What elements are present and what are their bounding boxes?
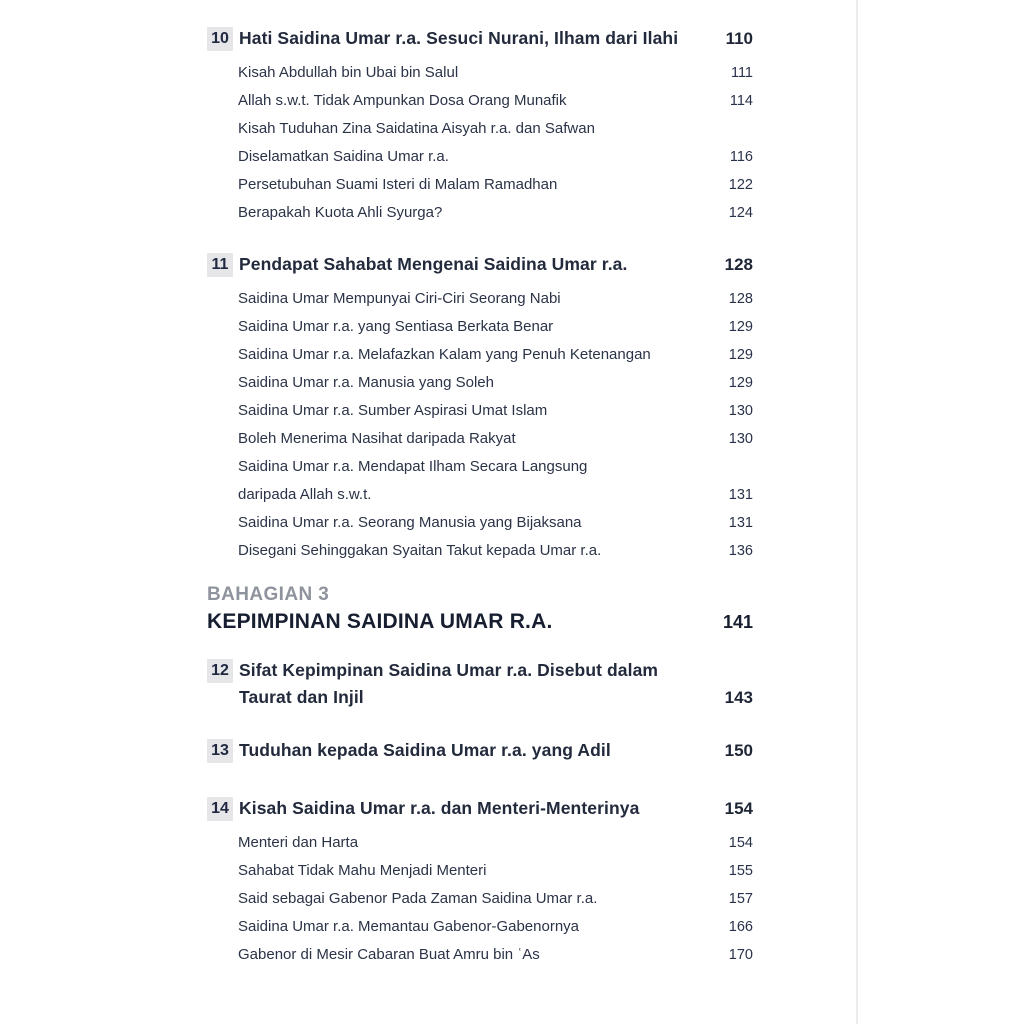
toc-item-line: Saidina Umar r.a. Manusia yang Soleh (238, 374, 494, 391)
toc-item-text (238, 171, 717, 199)
toc-item (207, 59, 753, 87)
toc-item (207, 199, 753, 227)
chapter-section-10 (207, 25, 753, 227)
chapter-number: 14 (207, 797, 233, 821)
chapter-number: 10 (207, 27, 233, 51)
chapter-page-number: 128 (724, 255, 753, 274)
toc-item-line: Said sebagai Gabenor Pada Zaman Saidina Umar r.a. (238, 890, 598, 907)
chapter-page-number: 150 (724, 741, 753, 760)
toc-item-text (238, 941, 717, 969)
toc-item-line: Boleh Menerima Nasihat daripada Rakyat (238, 430, 516, 447)
toc-item-line: Saidina Umar r.a. yang Sentiasa Berkata Benar (238, 318, 554, 335)
toc-item-line: daripada Allah s.w.t. (238, 486, 372, 503)
toc-item-page-number: 111 (730, 65, 753, 81)
toc-item (207, 341, 753, 369)
chapter-section-12 (207, 657, 753, 711)
chapter-title-line: Sifat Kepimpinan Saidina Umar r.a. Disebut dalam (239, 660, 659, 680)
toc-item-line: Sahabat Tidak Mahu Menjadi Menteri (238, 862, 487, 879)
toc-item (207, 115, 753, 171)
toc-item-text (238, 397, 717, 425)
page-edge-line (856, 0, 858, 1024)
toc-item-line: Berapakah Kuota Ahli Syurga? (238, 204, 443, 221)
toc-item-text (238, 425, 717, 453)
toc-item-text (238, 87, 718, 115)
toc-item-text (238, 285, 717, 313)
chapter-title-line: Taurat dan Injil (239, 687, 364, 707)
toc-item-text (238, 369, 717, 397)
toc-item-line: Saidina Umar r.a. Mendapat Ilham Secara Langsung (238, 458, 588, 475)
toc-item-text (238, 115, 718, 171)
toc-item-text (238, 453, 717, 509)
toc-item-page-number: 136 (728, 543, 753, 559)
part-title-row (207, 607, 753, 637)
chapter-section-14 (207, 795, 753, 969)
toc-item-text (238, 913, 717, 941)
chapter-header (207, 251, 753, 278)
chapter-page-number: 110 (725, 29, 753, 48)
chapter-header (207, 795, 753, 822)
toc-item-page-number: 154 (728, 835, 753, 851)
chapter-number: 11 (207, 253, 233, 277)
toc-item (207, 857, 753, 885)
toc-item-text (238, 313, 717, 341)
toc-item-page-number: 128 (728, 291, 753, 307)
toc-item-text (238, 829, 717, 857)
chapter-number: 13 (207, 739, 233, 763)
toc-item (207, 913, 753, 941)
toc-item-page-number: 114 (729, 93, 753, 109)
toc-item-page-number: 116 (729, 149, 753, 165)
toc-item-line: Disegani Sehinggakan Syaitan Takut kepada Umar r.a. (238, 542, 602, 559)
chapter-title (239, 795, 713, 822)
toc-item (207, 885, 753, 913)
toc-item-line: Menteri dan Harta (238, 834, 359, 851)
toc-item-page-number: 155 (728, 863, 753, 879)
toc-item (207, 285, 753, 313)
part-page-number: 141 (722, 612, 753, 632)
chapter-header (207, 25, 753, 52)
toc-item-page-number: 131 (728, 515, 753, 531)
toc-item-page-number: 122 (728, 177, 753, 193)
toc-item-line: Saidina Umar r.a. Seorang Manusia yang Bijaksana (238, 514, 582, 531)
toc-item-page-number: 166 (728, 919, 753, 935)
toc-item-line: Kisah Abdullah bin Ubai bin Salul (238, 64, 459, 81)
chapter-title-line: Pendapat Sahabat Mengenai Saidina Umar r.a. (239, 254, 628, 274)
chapter-title-line: Hati Saidina Umar r.a. Sesuci Nurani, Ilham dari Ilahi (239, 28, 679, 48)
toc-item-page-number: 131 (728, 487, 753, 503)
toc-item-line: Saidina Umar r.a. Sumber Aspirasi Umat Islam (238, 402, 548, 419)
chapter-section-11 (207, 251, 753, 565)
toc-item-text (238, 857, 717, 885)
toc-item (207, 369, 753, 397)
toc-item-page-number: 129 (728, 347, 753, 363)
toc-item-line: Allah s.w.t. Tidak Ampunkan Dosa Orang Munafik (238, 92, 567, 109)
chapter-title (239, 737, 713, 764)
part-title: KEPIMPINAN SAIDINA UMAR R.A. (207, 610, 553, 633)
toc-item-page-number: 157 (728, 891, 753, 907)
toc-item-page-number: 170 (728, 947, 753, 963)
toc-item-text (238, 341, 717, 369)
chapter-header (207, 737, 753, 764)
toc-item-text (238, 59, 719, 87)
chapter-section-13 (207, 737, 753, 764)
toc-item-line: Kisah Tuduhan Zina Saidatina Aisyah r.a. dan Safwan (238, 120, 595, 137)
chapter-title-line: Tuduhan kepada Saidina Umar r.a. yang Adil (239, 740, 611, 760)
toc-item (207, 87, 753, 115)
toc-item-page-number: 124 (728, 205, 753, 221)
toc-item (207, 537, 753, 565)
toc-item-line: Diselamatkan Saidina Umar r.a. (238, 148, 449, 165)
toc-item-text (238, 509, 717, 537)
chapter-title (239, 251, 713, 278)
toc-item-line: Persetubuhan Suami Isteri di Malam Ramadhan (238, 176, 558, 193)
toc-item (207, 313, 753, 341)
chapter-title-line: Kisah Saidina Umar r.a. dan Menteri-Menterinya (239, 798, 640, 818)
chapter-title (239, 25, 714, 52)
part-section (207, 583, 753, 637)
chapter-page-number: 154 (724, 799, 753, 818)
toc-item-page-number: 130 (728, 403, 753, 419)
toc-item-text (238, 199, 717, 227)
toc-item (207, 171, 753, 199)
chapter-page-number: 143 (724, 688, 753, 707)
chapter-header (207, 657, 753, 711)
toc-item-page-number: 129 (728, 375, 753, 391)
toc-item-line: Saidina Umar r.a. Memantau Gabenor-Gabenornya (238, 918, 580, 935)
toc-item-line: Saidina Umar r.a. Melafazkan Kalam yang Penuh Ketenangan (238, 346, 651, 363)
toc-item (207, 397, 753, 425)
toc-item-text (238, 885, 717, 913)
toc-item-text (238, 537, 717, 565)
chapter-number: 12 (207, 659, 233, 683)
toc-item (207, 829, 753, 857)
toc-item (207, 425, 753, 453)
table-of-contents (207, 25, 753, 969)
toc-item (207, 453, 753, 509)
toc-item-page-number: 130 (728, 431, 753, 447)
toc-item (207, 509, 753, 537)
toc-item-line: Saidina Umar Mempunyai Ciri-Ciri Seorang Nabi (238, 290, 561, 307)
toc-item-line: Gabenor di Mesir Cabaran Buat Amru bin ʿAs (238, 946, 540, 963)
part-label: BAHAGIAN 3 (207, 584, 330, 605)
toc-item-page-number: 129 (728, 319, 753, 335)
chapter-title (239, 657, 713, 711)
toc-item (207, 941, 753, 969)
